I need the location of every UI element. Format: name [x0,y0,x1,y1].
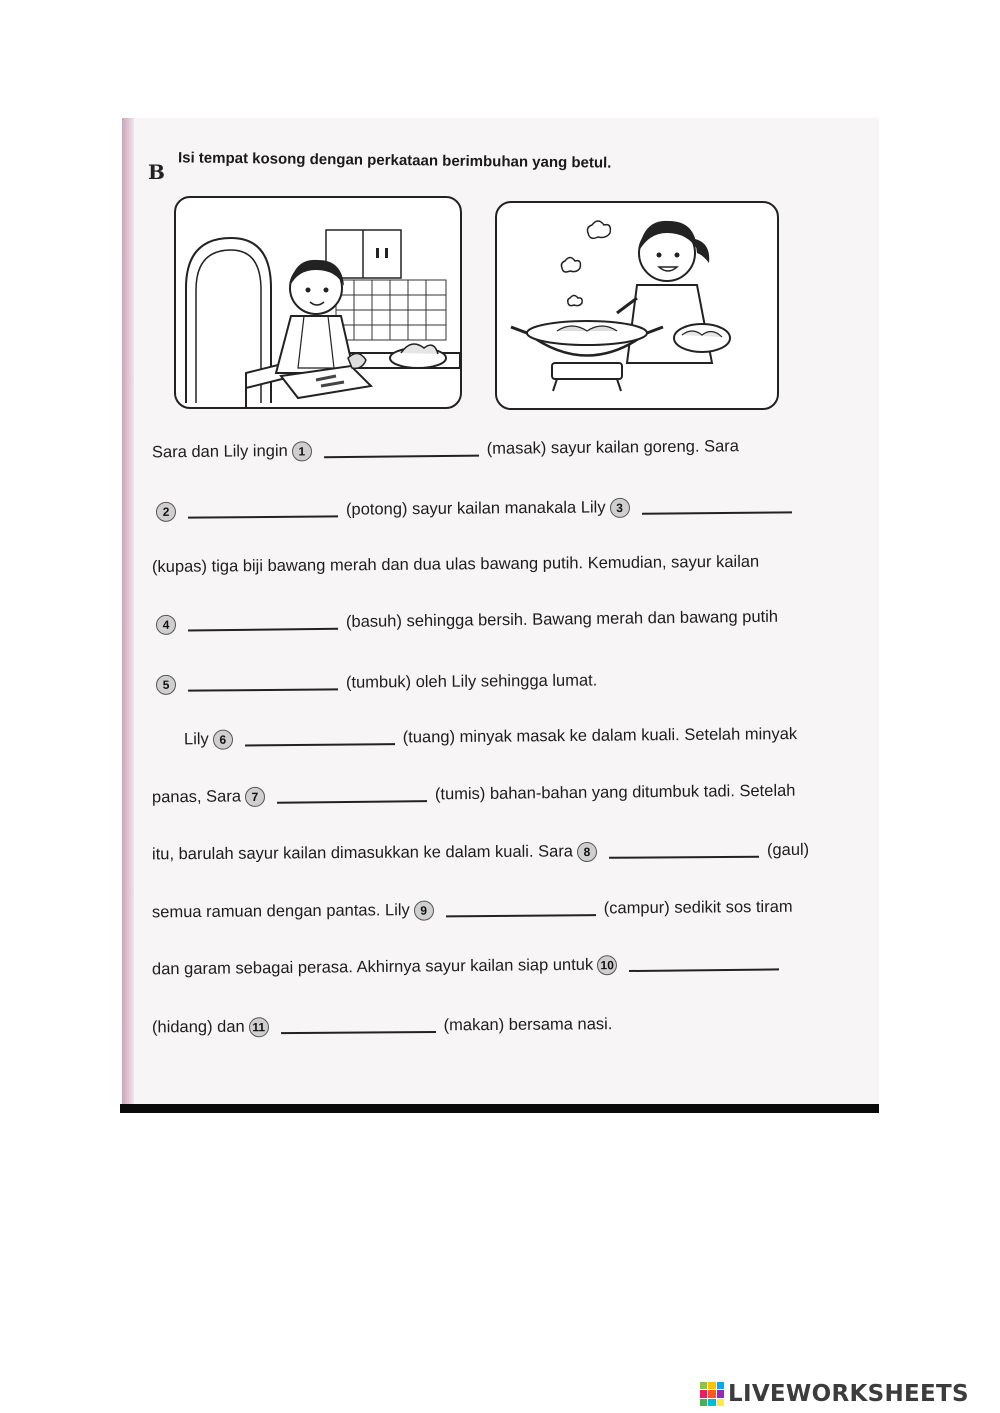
question-number-badge: 11 [249,1017,269,1037]
logo-tile [700,1390,707,1397]
chopping-scene-image [176,198,460,407]
logo-tile [708,1382,715,1389]
passage-line [184,725,797,750]
question-number-badge: 6 [213,730,233,750]
answer-blank[interactable] [629,969,779,973]
answer-blank[interactable] [188,689,338,692]
passage-line [152,897,793,923]
brand-name: LIVEWORKSHEETS [728,1381,969,1407]
passage-line [152,437,739,463]
question-number-badge: 10 [597,955,617,975]
passage-line [152,781,796,808]
passage-text: (potong) sayur kailan manakala Lily [345,498,606,519]
answer-blank[interactable] [188,628,338,632]
logo-tile [700,1399,707,1406]
question-number-badge: 3 [609,498,629,518]
passage-text: (campur) sedikit sos tiram [603,897,793,918]
question-number-badge: 2 [156,502,176,522]
passage-line [152,553,759,577]
passage-text: (masak) sayur kailan goreng. Sara [486,437,740,458]
answer-blank[interactable] [245,744,395,747]
question-number-badge: 8 [577,842,597,862]
question-number-badge: 5 [156,675,176,695]
section-marker: B [148,160,165,184]
brand-watermark [700,1381,969,1407]
logo-tile [700,1382,707,1389]
logo-tile [717,1382,724,1389]
liveworksheets-logo-icon [700,1382,724,1406]
answer-blank[interactable] [609,856,759,859]
passage-line [152,953,787,980]
passage-text: panas, Sara [151,787,242,807]
passage-text: itu, barulah sayur kailan dimasukkan ke dalam kuali. Sara [151,842,574,864]
answer-blank[interactable] [281,1031,436,1034]
answer-blank[interactable] [188,516,338,519]
passage-text: (hidang) dan [151,1017,245,1037]
question-number-badge: 4 [156,615,176,635]
passage-line [152,1015,613,1038]
answer-blank[interactable] [446,914,596,917]
answer-blank[interactable] [642,512,792,515]
question-number-badge: 7 [245,787,265,807]
passage-text: (tumbuk) oleh Lily sehingga lumat. [345,671,598,692]
logo-tile [708,1390,715,1397]
logo-tile [717,1399,724,1406]
passage-text: Lily [183,730,209,749]
passage-text: (gaul) [766,840,810,860]
passage-text: (kupas) tiga biji bawang merah dan dua ulas bawang putih. Kemudian, sayur kailan [151,552,760,576]
instruction-text: Isi tempat kosong dengan perkataan berimbuhan yang betul. [177,149,612,172]
answer-blank[interactable] [324,455,479,459]
logo-tile [717,1390,724,1397]
passage-text: (tumis) bahan-bahan yang ditumbuk tadi. Setelah [434,781,796,804]
page-bottom-rule [120,1104,879,1113]
passage-line [152,671,597,695]
passage-text: dan garam sebagai perasa. Akhirnya sayur kailan siap untuk [151,955,594,979]
illustration-frying [495,201,779,410]
illustration-chopping [174,196,462,409]
passage-line [152,496,800,522]
passage-text: (tuang) minyak masak ke dalam kuali. Setelah minyak [402,725,798,747]
passage-line [152,840,809,865]
passage-line [152,607,778,635]
answer-blank[interactable] [277,800,427,804]
passage-text: (makan) bersama nasi. [443,1015,613,1035]
logo-tile [708,1399,715,1406]
question-number-badge: 9 [414,901,434,921]
frying-scene-image [497,203,777,408]
passage-text: (basuh) sehingga bersih. Bawang merah dan bawang putih [345,607,779,631]
passage-text: semua ramuan dengan pantas. Lily [151,901,410,922]
worksheet-page [122,118,879,1106]
question-number-badge: 1 [292,441,312,461]
passage-text: Sara dan Lily ingin [151,441,288,462]
